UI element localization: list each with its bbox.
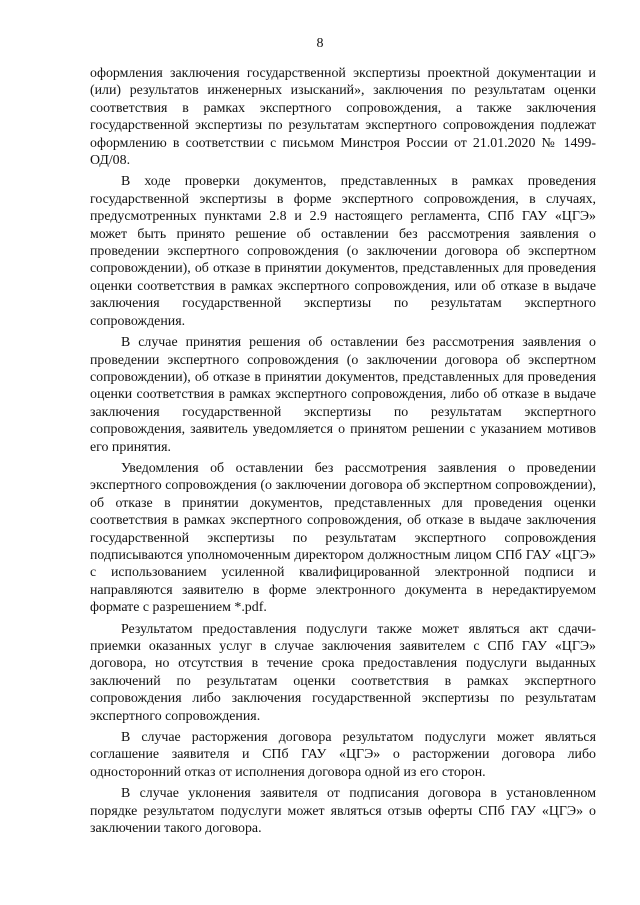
paragraph-document-check: В ходе проверки документов, представленных в рамках проведения государственной экспертизы в форме экспертного сопровождения, в случаях, предусмотренных пунктами 2.8 и 2.9 настоящего регламента, СПб ГАУ «ЦГЭ» может быть принято решение об оставлении без рассмотрения заявления о проведении экспертного сопровождения (о заключении договора об экспертном сопровождении), об отказе в принятии документов, представленных для проведения оценки соответствия в рамках экспертного сопровождения, или об отказе в выдаче заключения государственной экспертизы по результатам экспертного сопровождения. bbox=[90, 174, 596, 329]
paragraph-contract-termination: В случае расторжения договора результатом подуслуги может являться соглашение заявителя и СПб ГАУ «ЦГЭ» о расторжении договора либо односторонний отказ от исполнения договора одной из его сторон. bbox=[90, 730, 596, 780]
page-number: 8 bbox=[316, 36, 324, 51]
paragraph-continuation: оформления заключения государственной экспертизы проектной документации и (или) результатов инженерных изысканий», заключения по результатам оценки соответствия в рамках экспертного сопровождения, а также заключения государственной экспертизы по результатам экспертного сопровождения подлежат оформлению в соответствии с письмом Минстроя России от 21.01.2020 № 1499-ОД/08. bbox=[90, 66, 596, 169]
document-body bbox=[90, 65, 596, 841]
paragraph-contract-evasion: В случае уклонения заявителя от подписания договора в установленном порядке результатом подуслуги может являться отзыв оферты СПб ГАУ «ЦГЭ» о заключении такого договора. bbox=[90, 786, 596, 837]
paragraph-notifications-signing: Уведомления об оставлении без рассмотрения заявления о проведении экспертного сопровождения (о заключении договора об экспертном сопровождении), об отказе в принятии документов, представленных для проведения оценки соответствия в рамках экспертного сопровождения, об отказе в выдаче заключения государственной экспертизы по результатам экспертного сопровождения подписываются уполномоченным директором должностным лицом СПб ГАУ «ЦГЭ» с использованием усиленной квалифицированной электронной подписи и направляются заявителю в форме электронного документа в нередактируемом формате с разрешением *.pdf. bbox=[90, 460, 596, 616]
paragraph-decision-notice: В случае принятия решения об оставлении без рассмотрения заявления о проведении экспертного сопровождения (о заключении договора об экспертном сопровождении), об отказе в принятии документов, представленных для проведения оценки соответствия в рамках экспертного сопровождения, либо об отказе в выдаче заключения государственной экспертизы по результатам экспертного сопровождения, заявитель уведомляется о принятом решении с указанием мотивов его принятия. bbox=[90, 335, 596, 455]
paragraph-acceptance-act: Результатом предоставления подуслуги также может являться акт сдачи-приемки оказанных услуг в случае заключения заявителем с СПб ГАУ «ЦГЭ» договора, но отсутствия в течение срока предоставления подуслуги выданных заключений по результатам оценки соответствия в рамках экспертного сопровождения либо заключения государственной экспертизы по результатам экспертного сопровождения. bbox=[90, 621, 596, 724]
